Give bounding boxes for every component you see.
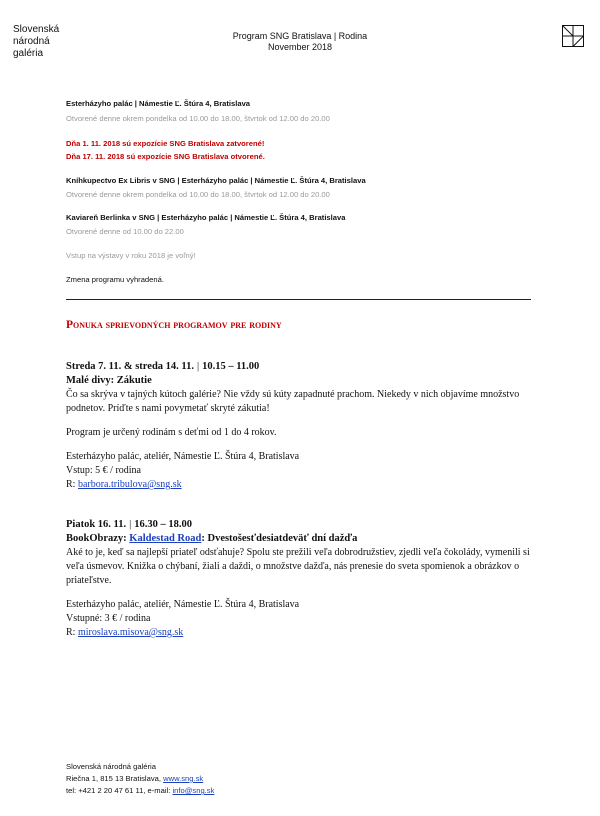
- event-place: Esterházyho palác, ateliér, Námestie Ľ. Štúra 4, Bratislava: [66, 599, 300, 610]
- event-title: [66, 532, 546, 546]
- event-title-rest: : Dvestošesťdesiatdeväť dní dažďa: [201, 533, 358, 544]
- event-audience: Program je určený rodinám s deťmi od 1 do 4 rokov.: [66, 427, 277, 438]
- contact-label: R:: [66, 627, 76, 638]
- event-card: [66, 360, 546, 492]
- event-price: Vstupné: 3 € / rodina: [66, 613, 151, 624]
- open-notice: Dňa 17. 11. 2018 sú expozície SNG Bratislava otvorené.: [66, 152, 265, 161]
- org-line: galéria: [13, 48, 44, 59]
- contact-email-link[interactable]: barbora.tribulova@sng.sk: [77, 479, 182, 490]
- org-line: Slovenská: [13, 24, 60, 35]
- contact-email-link[interactable]: miroslava.misova@sng.sk: [77, 627, 184, 638]
- footer-phone: tel: +421 2 20 47 61 11, e-mail:: [66, 786, 171, 795]
- event-price: Vstup: 5 € / rodina: [66, 465, 141, 476]
- palace-title: Esterházyho palác | Námestie Ľ. Štúra 4, Bratislava: [66, 99, 251, 108]
- change-notice: Zmena programu vyhradená.: [66, 275, 164, 284]
- footer: [66, 761, 214, 797]
- free-entry-notice: Vstup na výstavy v roku 2018 je voľný!: [66, 251, 196, 260]
- event-time: 16.30 – 18.00: [134, 519, 192, 530]
- footer-address-line: [66, 773, 214, 785]
- contact-label: R:: [66, 479, 76, 490]
- palace-hours: Otvorené denne okrem pondelka od 10.00 do 18.00, štvrtok od 12.00 do 20.00: [66, 114, 330, 123]
- footer-website-link[interactable]: www.sng.sk: [163, 774, 204, 783]
- section-title: Ponuka sprievodných programov pre rodiny: [66, 319, 282, 331]
- event-description: Čo sa skrýva v tajných kútoch galérie? Nie vždy sú kúty zapadnuté prachom. Niekedy v nich objavíme množstvo podnetov. Príďte s nami povymetať skryté zákutia!: [66, 389, 520, 414]
- sng-logo-icon: [562, 25, 584, 47]
- document-title: Program SNG Bratislava | Rodina: [232, 31, 368, 41]
- cafe-hours: Otvorené denne od 10.00 do 22.00: [66, 227, 184, 236]
- event-time: 10.15 – 11.00: [202, 361, 260, 372]
- org-line: národná: [13, 36, 50, 47]
- event-card: [66, 518, 546, 640]
- bookstore-title: Kníhkupectvo Ex Libris v SNG | Esterházyho palác | Námestie Ľ. Štúra 4, Bratislava: [66, 176, 366, 185]
- event-datetime: Piatok 16. 11. | 16.30 – 18.00: [66, 519, 192, 530]
- event-place: Esterházyho palác, ateliér, Námestie Ľ. Štúra 4, Bratislava: [66, 451, 300, 462]
- document-header: [0, 31, 600, 53]
- event-datetime: Streda 7. 11. & streda 14. 11. | 10.15 – 11.00: [66, 361, 260, 372]
- footer-email-link[interactable]: info@sng.sk: [172, 786, 215, 795]
- closed-notice: Dňa 1. 11. 2018 sú expozície SNG Bratislava zatvorené!: [66, 139, 265, 148]
- event-title-prefix: BookObrazy:: [66, 533, 127, 544]
- book-title-link[interactable]: Kaldestad Road: [129, 533, 202, 544]
- event-contact: [66, 626, 546, 640]
- event-description: Aké to je, keď sa najlepší priateľ odsťahuje? Spolu ste prežili veľa dobrodružstiev, zjedli veľa čokolády, vymenili si veľa úsmevov. Knižka o chýbaní, žiali a daždi, o množstve dažďa, nás prenesie do sveta spomienok a obrázkov o priateľstve.: [66, 547, 530, 586]
- event-date: Streda 7. 11. & streda 14. 11.: [66, 361, 194, 372]
- cafe-title: Kaviareň Berlinka v SNG | Esterházyho palác | Námestie Ľ. Štúra 4, Bratislava: [66, 213, 346, 222]
- event-contact: [66, 478, 546, 492]
- footer-contact-line: [66, 785, 214, 797]
- section-divider: [66, 299, 531, 300]
- document-date: November 2018: [267, 42, 333, 52]
- footer-address: Riečna 1, 815 13 Bratislava,: [66, 774, 161, 783]
- event-title: Malé divy: Zákutie: [66, 375, 152, 386]
- bookstore-hours: Otvorené denne okrem pondelka od 10.00 do 18.00, štvrtok od 12.00 do 20.00: [66, 190, 330, 199]
- footer-org-name: Slovenská národná galéria: [66, 762, 156, 771]
- event-date: Piatok 16. 11.: [66, 519, 127, 530]
